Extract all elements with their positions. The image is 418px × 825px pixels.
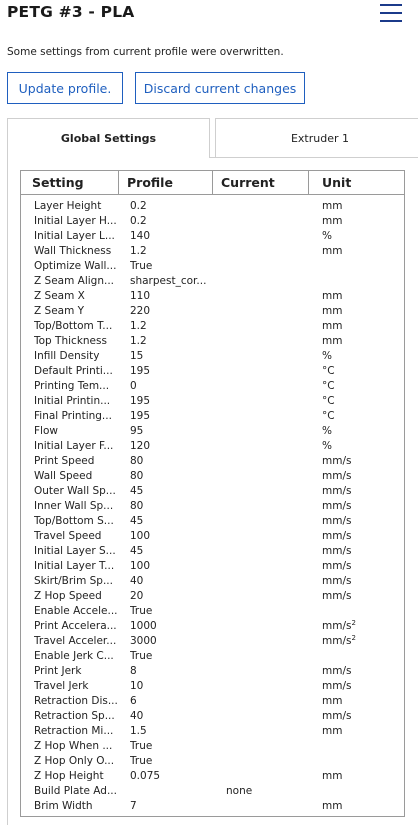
cell-setting: Z Hop Only O... xyxy=(34,755,115,767)
cell-setting: Enable Jerk C... xyxy=(34,650,114,662)
page-title: PETG #3 - PLA xyxy=(7,3,135,21)
cell-profile: 7 xyxy=(130,800,137,812)
table-header xyxy=(20,170,405,195)
cell-unit: % xyxy=(322,230,332,242)
cell-setting: Z Hop Height xyxy=(34,770,104,782)
cell-unit: mm xyxy=(322,305,343,317)
cell-setting: Top/Bottom S... xyxy=(34,515,114,527)
menu-bar xyxy=(380,4,402,6)
cell-profile: 80 xyxy=(130,500,144,512)
panel-divider xyxy=(210,157,418,158)
table-row[interactable] xyxy=(21,394,404,409)
column-header-unit[interactable]: Unit xyxy=(322,175,352,190)
table-row[interactable] xyxy=(21,619,404,634)
cell-setting: Wall Speed xyxy=(34,470,93,482)
menu-bar xyxy=(380,20,402,22)
tab-global-settings[interactable]: Global Settings xyxy=(7,118,210,158)
cell-profile: 40 xyxy=(130,575,144,587)
cell-unit: mm/s xyxy=(322,455,352,467)
cell-unit: °C xyxy=(322,365,335,377)
cell-profile: 110 xyxy=(130,290,151,302)
cell-setting: Retraction Sp... xyxy=(34,710,115,722)
cell-setting: Travel Jerk xyxy=(34,680,89,692)
cell-setting: Initial Layer S... xyxy=(34,545,116,557)
cell-profile: 80 xyxy=(130,470,144,482)
cell-setting: Z Hop When ... xyxy=(34,740,113,752)
cell-unit: $mm/s^2$ xyxy=(322,619,356,632)
cell-setting: Travel Speed xyxy=(34,530,102,542)
table-row[interactable] xyxy=(21,334,404,349)
cell-setting: Retraction Mi... xyxy=(34,725,114,737)
table-row[interactable] xyxy=(21,679,404,694)
settings-table xyxy=(20,195,405,817)
cell-unit: °C xyxy=(322,410,335,422)
cell-unit: $mm/s^2$ xyxy=(322,634,356,647)
cell-unit: mm/s xyxy=(322,545,352,557)
settings-rows xyxy=(21,199,404,814)
cell-unit: mm xyxy=(322,770,343,782)
cell-setting: Top Thickness xyxy=(34,335,107,347)
cell-unit: °C xyxy=(322,395,335,407)
cell-profile: 1.2 xyxy=(130,335,147,347)
cell-profile: 0.2 xyxy=(130,200,147,212)
table-row[interactable] xyxy=(21,499,404,514)
cell-setting: Initial Layer F... xyxy=(34,440,114,452)
table-row[interactable] xyxy=(21,274,404,289)
table-row[interactable] xyxy=(21,739,404,754)
table-row[interactable] xyxy=(21,799,404,814)
cell-unit: mm/s xyxy=(322,665,352,677)
cell-unit: mm xyxy=(322,800,343,812)
cell-profile: 45 xyxy=(130,515,144,527)
cell-unit: mm xyxy=(322,200,343,212)
cell-unit: mm/s xyxy=(322,515,352,527)
table-row[interactable] xyxy=(21,709,404,724)
cell-unit: mm/s xyxy=(322,470,352,482)
cell-profile: True xyxy=(130,755,153,767)
cell-unit: % xyxy=(322,425,332,437)
column-header-profile[interactable]: Profile xyxy=(119,171,213,194)
cell-current: none xyxy=(226,785,253,797)
table-row[interactable] xyxy=(21,769,404,784)
table-row[interactable] xyxy=(21,454,404,469)
cell-setting: Initial Layer L... xyxy=(34,230,115,242)
cell-profile: 140 xyxy=(130,230,151,242)
table-row[interactable] xyxy=(21,349,404,364)
cell-setting: Enable Accele... xyxy=(34,605,118,617)
table-row[interactable] xyxy=(21,649,404,664)
cell-profile: 100 xyxy=(130,530,151,542)
table-row[interactable] xyxy=(21,634,404,649)
cell-unit: % xyxy=(322,440,332,452)
cell-profile: 120 xyxy=(130,440,151,452)
cell-profile: 45 xyxy=(130,545,144,557)
cell-profile: 100 xyxy=(130,560,151,572)
cell-profile: sharpest_cor... xyxy=(130,275,207,287)
cell-setting: Z Hop Speed xyxy=(34,590,102,602)
cell-profile: 1.2 xyxy=(130,245,147,257)
cell-unit: mm/s xyxy=(322,680,352,692)
cell-profile: 1.5 xyxy=(130,725,147,737)
cell-unit: mm xyxy=(322,725,343,737)
cell-setting: Printing Tem... xyxy=(34,380,110,392)
cell-unit: mm/s xyxy=(322,710,352,722)
cell-setting: Flow xyxy=(34,425,58,437)
cell-profile: 10 xyxy=(130,680,144,692)
cell-unit: mm xyxy=(322,320,343,332)
table-row[interactable] xyxy=(21,259,404,274)
cell-profile: 8 xyxy=(130,665,137,677)
cell-profile: 6 xyxy=(130,695,137,707)
table-row[interactable] xyxy=(21,214,404,229)
cell-setting: Z Seam Align... xyxy=(34,275,115,287)
overwrite-notice: Some settings from current profile were overwritten. xyxy=(7,46,284,58)
cell-unit: mm xyxy=(322,215,343,227)
cell-unit: mm xyxy=(322,335,343,347)
cell-profile: True xyxy=(130,605,153,617)
cell-profile: 95 xyxy=(130,425,144,437)
hamburger-menu-icon[interactable] xyxy=(380,3,402,22)
column-header-current[interactable]: Current xyxy=(213,171,309,194)
cell-profile: 220 xyxy=(130,305,151,317)
update-profile-button[interactable]: Update profile. xyxy=(7,72,123,104)
cell-profile: 0.075 xyxy=(130,770,161,782)
cell-profile: 0 xyxy=(130,380,137,392)
table-row[interactable] xyxy=(21,304,404,319)
cell-setting: Infill Density xyxy=(34,350,100,362)
cell-profile: 40 xyxy=(130,710,144,722)
cell-profile: 195 xyxy=(130,365,151,377)
cell-setting: Top/Bottom T... xyxy=(34,320,113,332)
table-row[interactable] xyxy=(21,544,404,559)
cell-setting: Layer Height xyxy=(34,200,102,212)
cell-setting: Initial Printin... xyxy=(34,395,111,407)
menu-bar xyxy=(380,12,402,14)
cell-profile: 15 xyxy=(130,350,144,362)
table-row[interactable] xyxy=(21,424,404,439)
cell-setting: Z Seam Y xyxy=(34,305,85,317)
table-row[interactable] xyxy=(21,289,404,304)
column-header-setting[interactable]: Setting xyxy=(21,171,119,194)
app-header xyxy=(0,0,418,30)
cell-setting: Build Plate Ad... xyxy=(34,785,117,797)
table-row[interactable] xyxy=(21,784,404,799)
cell-profile: 1000 xyxy=(130,620,157,632)
table-row[interactable] xyxy=(21,559,404,574)
cell-setting: Final Printing... xyxy=(34,410,112,422)
cell-profile: 195 xyxy=(130,395,151,407)
cell-setting: Travel Acceler... xyxy=(34,635,117,647)
cell-setting: Inner Wall Sp... xyxy=(34,500,114,512)
cell-unit: mm/s xyxy=(322,575,352,587)
table-row[interactable] xyxy=(21,484,404,499)
table-row[interactable] xyxy=(21,664,404,679)
table-row[interactable] xyxy=(21,244,404,259)
cell-setting: Brim Width xyxy=(34,800,93,812)
cell-profile: 3000 xyxy=(130,635,157,647)
cell-profile: True xyxy=(130,650,153,662)
table-row[interactable] xyxy=(21,409,404,424)
cell-profile: 20 xyxy=(130,590,144,602)
table-row[interactable] xyxy=(21,604,404,619)
discard-changes-button[interactable]: Discard current changes xyxy=(135,72,305,104)
cell-unit: % xyxy=(322,350,332,362)
cell-profile: 80 xyxy=(130,455,144,467)
table-row[interactable] xyxy=(21,319,404,334)
cell-setting: Print Accelera... xyxy=(34,620,117,632)
cell-setting: Retraction Dis... xyxy=(34,695,118,707)
cell-setting: Wall Thickness xyxy=(34,245,112,257)
cell-unit: mm xyxy=(322,695,343,707)
cell-profile: True xyxy=(130,740,153,752)
cell-unit: mm/s xyxy=(322,560,352,572)
table-row[interactable] xyxy=(21,439,404,454)
cell-setting: Initial Layer H... xyxy=(34,215,117,227)
table-row[interactable] xyxy=(21,364,404,379)
cell-profile: 0.2 xyxy=(130,215,147,227)
cell-setting: Print Speed xyxy=(34,455,95,467)
cell-profile: 1.2 xyxy=(130,320,147,332)
cell-setting: Z Seam X xyxy=(34,290,85,302)
table-row[interactable] xyxy=(21,514,404,529)
cell-unit: mm/s xyxy=(322,485,352,497)
cell-setting: Skirt/Brim Sp... xyxy=(34,575,113,587)
cell-setting: Optimize Wall... xyxy=(34,260,117,272)
cell-profile: 45 xyxy=(130,485,144,497)
cell-setting: Initial Layer T... xyxy=(34,560,115,572)
table-row[interactable] xyxy=(21,529,404,544)
table-row[interactable] xyxy=(21,724,404,739)
cell-profile: 195 xyxy=(130,410,151,422)
cell-profile: True xyxy=(130,260,153,272)
cell-unit: mm/s xyxy=(322,590,352,602)
table-row[interactable] xyxy=(21,574,404,589)
table-row[interactable] xyxy=(21,754,404,769)
table-row[interactable] xyxy=(21,589,404,604)
cell-unit: mm xyxy=(322,245,343,257)
cell-unit: mm/s xyxy=(322,500,352,512)
table-row[interactable] xyxy=(21,469,404,484)
table-row[interactable] xyxy=(21,199,404,214)
cell-unit: mm/s xyxy=(322,530,352,542)
table-row[interactable] xyxy=(21,229,404,244)
table-row[interactable] xyxy=(21,379,404,394)
cell-setting: Print Jerk xyxy=(34,665,82,677)
cell-setting: Outer Wall Sp... xyxy=(34,485,116,497)
cell-unit: mm xyxy=(322,290,343,302)
cell-setting: Default Printi... xyxy=(34,365,113,377)
cell-unit: °C xyxy=(322,380,335,392)
tab-extruder-1[interactable]: Extruder 1 xyxy=(215,118,418,158)
table-row[interactable] xyxy=(21,694,404,709)
